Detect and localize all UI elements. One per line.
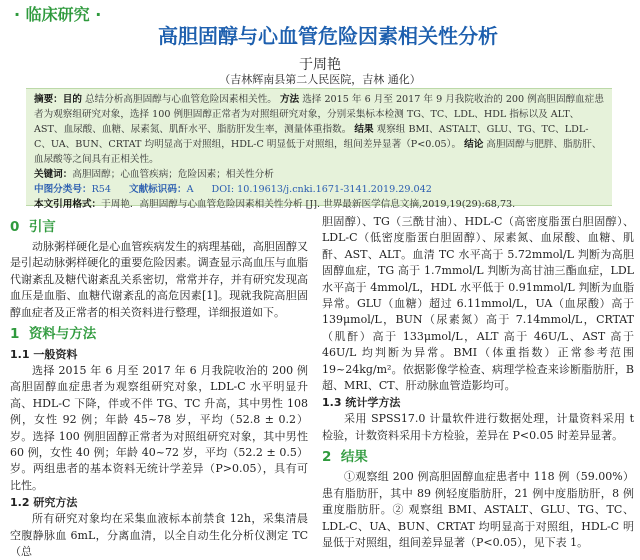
purpose-label: 目的 — [62, 94, 82, 105]
conclusion-label: 结论 — [464, 139, 484, 150]
section-tag: · 临床研究 · — [14, 5, 102, 24]
classification-row — [34, 182, 604, 197]
intro-heading: 0 引言 — [10, 219, 56, 235]
methods-label: 方法 — [279, 94, 300, 105]
methods-text: 选择 2015 年 6 月至 2017 年 9 月我院收治的 200 例高胆固醇血症患者为观察组研究对象，选择 100 例胆固醇正常者为对照组研究对象，分别采集标本检测 TG、TC、LDL、HDL 指标以及 ALT、AST、血尿酸、血糖、尿素氮、肌酐水平、脂肪肝发生率，测量体重指数。 — [34, 94, 604, 135]
citation-label: 本文引用格式： — [34, 199, 102, 210]
doi-link[interactable]: 10.19613/j.cnki.1671-3141.2019.29.042 — [237, 184, 432, 195]
column-divider — [315, 214, 316, 560]
doc-code-value: A — [186, 184, 194, 195]
conclusion-text: 高胆固醇与肥胖、脂肪肝、血尿酸等之间具有正相关性。 — [34, 139, 602, 165]
section-2-heading: 2 结果 — [322, 449, 368, 466]
results-text: 观察组 BMI、ASTALT、GLU、TG、TC、LDL-C、UA、BUN、CRTAT 均明显高于对照组，HDL-C 明显低于对照组，组间差异显著（P<0.05）。 — [34, 124, 589, 150]
keywords-text: 高胆固醇；心血管疾病；危险因素；相关性分析 — [72, 169, 274, 180]
section-1-3-paragraph: 采用 SPSS17.0 计量软件进行数据处理，计量资料采用 t 检验，计数资料采用卡方检验，差异在 P<0.05 时差异显著。 — [322, 412, 634, 442]
abstract-body — [34, 92, 604, 167]
intro-paragraph: 动脉粥样硬化是心血管疾病发生的病理基础，高胆固醇又是引起动脉粥样硬化的重要危险因素。调查显示高血压与血脂代谢紊乱及糖代谢紊乱关系密切，常常并存，并有研究发现高血压是血脂、血糖代谢紊乱的高危因素[1]。现就我院高胆固醇血症者及正常者的相关资料进行整理，详细报道如下。 — [10, 240, 308, 319]
citation-text: 于周艳．高胆固醇与心血管危险因素相关性分析 [J]. 世界最新医学信息文摘,2019,19(29):68,73. — [101, 199, 516, 210]
article-title: 高胆固醇与心血管危险因素相关性分析 — [158, 24, 498, 48]
citation-row — [34, 197, 604, 212]
abstract-label: 摘要： — [34, 94, 63, 105]
author-name: 于周艳 — [299, 57, 341, 73]
section-1-heading: 1 资料与方法 — [10, 326, 97, 343]
doi-label: DOI: — [211, 184, 235, 195]
keywords-row — [34, 167, 604, 182]
purpose-text: 总结分析高胆固醇与心血管危险因素相关性。 — [85, 94, 277, 105]
clc-label: 中图分类号： — [34, 184, 92, 195]
section-1-2-heading: 1.2 研究方法 — [10, 496, 78, 510]
right-column — [322, 214, 634, 560]
clc-value: R54 — [91, 184, 111, 195]
section-1-1-heading: 1.1 一般资料 — [10, 348, 78, 362]
section-1-3-heading: 1.3 统计学方法 — [322, 396, 401, 410]
left-column — [10, 214, 308, 560]
results-label: 结果 — [354, 124, 374, 135]
section-1-2-paragraph: 所有研究对象均在采集血液标本前禁食 12h，采集清晨空腹静脉血 6mL，分离血清，以全自动生化分析仪测定 TC（总 — [10, 512, 308, 559]
method-continued-paragraph: 胆固醇）、TG（三酰甘油）、HDL-C（高密度脂蛋白胆固醇）、LDL-C（低密度脂蛋白胆固醇）、尿素氮、血尿酸、血糖、肌酐、AST、ALT。血清 TC 水平高于 5.72mmol/L 判断为高胆固醇血症，TG 高于 1.7mmol/L 判断为高甘油三酯血症，LDL 水平高于 4mmol/L，HDL 水平低于 0.91mmol/L 判断为血脂异常。GLU（血糖）超过 6.11mmol/L，UA（血尿酸）高于 139μmol/L，BUN（尿素氮）高于 7.14mmol/L，CRTAT（肌酐）高于 133μmol/L，ALT 高于 46U/L、AST 高于 46U/L 均判断为异常。BMI（体重指数）正常参考范围 19~24kg/m²。依据影像学检查、病理学检查来诊断脂肪肝，B 超、MRI、CT、肝动脉血管造影均可。 — [322, 215, 634, 393]
keywords-label: 关键词： — [34, 169, 73, 180]
results-paragraph: ①观察组 200 例高胆固醇血症患者中 118 例（59.00%）患有脂肪肝，其中 89 例轻度脂肪肝，21 例中度脂肪肝，8 例重度脂肪肝。② 观察组 BMI、ASTALT、GLU、TG、TC、LDL-C、UA、BUN、CRTAT 均明显高于对照组，HDL-C 明显低于对照组，组间差异显著（P<0.05），见下表 1。 — [322, 470, 634, 549]
author-affiliation: （吉林辉南县第二人民医院，吉林 通化） — [219, 73, 421, 86]
abstract-box — [26, 88, 612, 210]
section-1-1-paragraph: 选择 2015 年 6 月至 2017 年 6 月我院收治的 200 例高胆固醇血症患者为观察组研究对象，LDL-C 水平明显升高、HDL-C 下降，伴或不伴 TG、TC 升高，其中男性 108 例，女性 92 例；年龄 45~78 岁，平均（52.8 ± 0.2）岁。选择 100 例胆固醇正常者为对照组研究对象，其中男性 60 例，女性 40 例；年龄 40~72 岁，平均（52.2 ± 0.5）岁。两组患者的基本资料无统计学差异（P>0.05），具有可比性。 — [10, 364, 308, 492]
doc-code-label: 文献标识码： — [129, 184, 187, 195]
